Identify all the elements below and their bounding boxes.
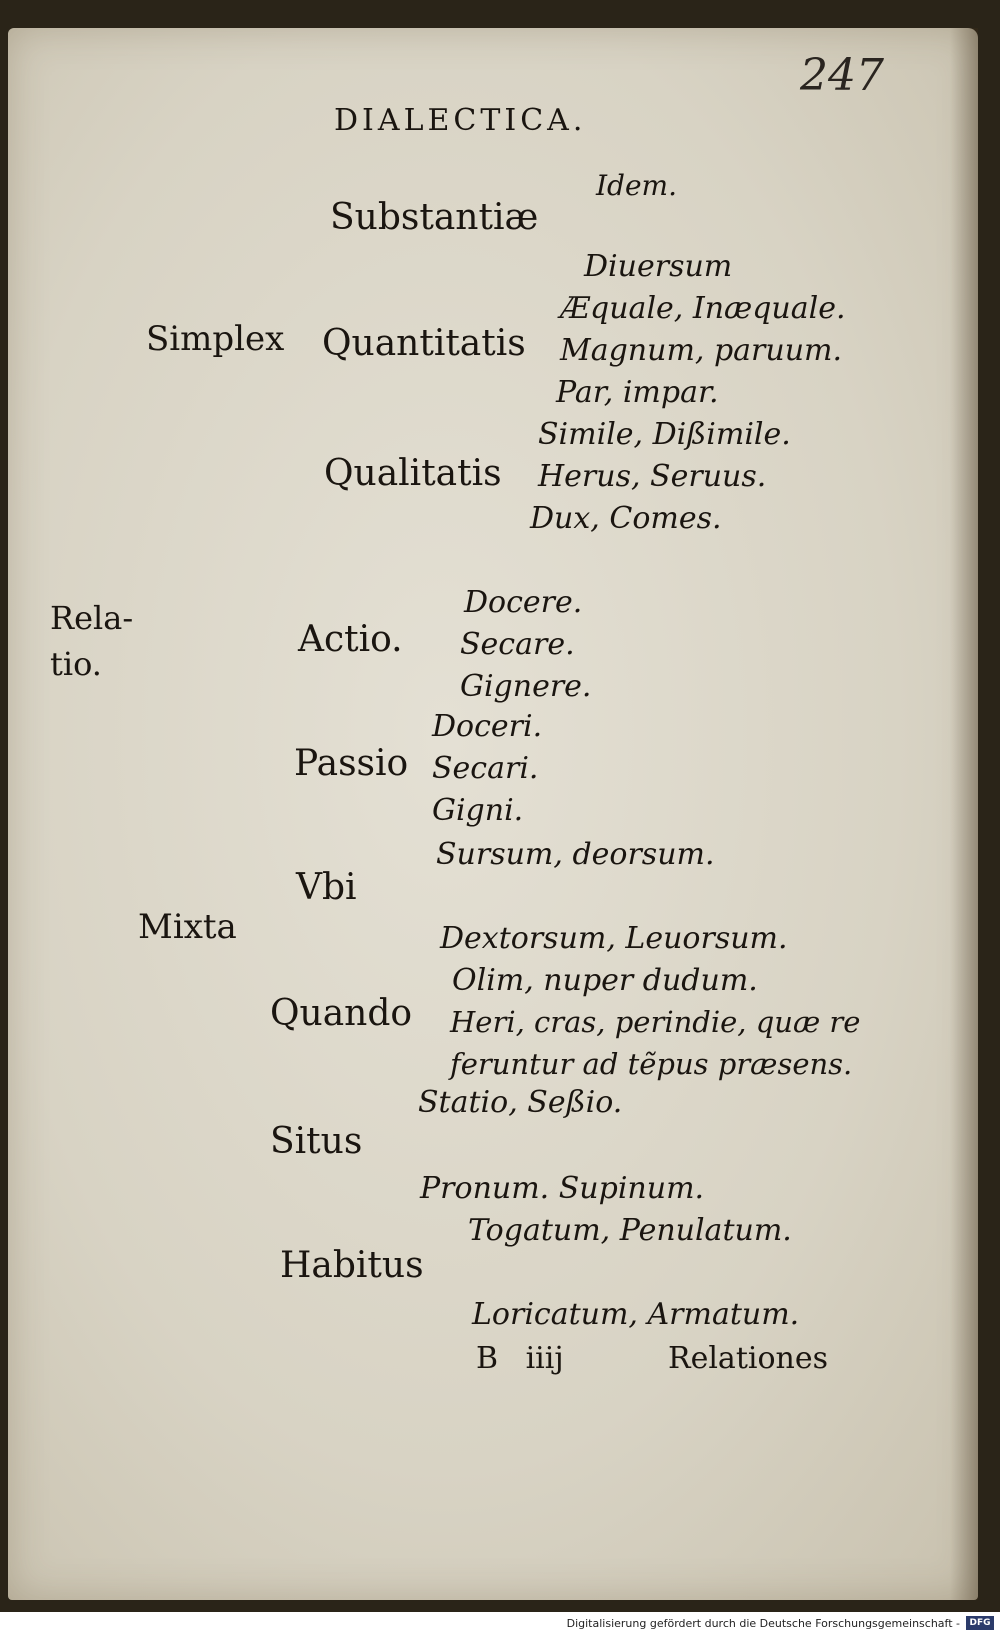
category-quando: Quando <box>270 993 413 1034</box>
example-gigni: Gigni. <box>432 793 524 828</box>
category-qualitatis: Qualitatis <box>324 453 502 494</box>
example-secari: Secari. <box>432 751 539 786</box>
example-diuersum: Diuersum <box>584 249 733 284</box>
catchword: Relationes <box>668 1341 829 1376</box>
example-magnum: Magnum, paruum. <box>560 333 843 368</box>
running-header: DIALECTICA. <box>334 103 587 138</box>
dfg-logo: DFG <box>966 1616 994 1630</box>
relatio-label-line-2: tio. <box>50 645 102 683</box>
category-substantiae: Substantiæ <box>330 197 539 238</box>
example-togatum: Togatum, Penulatum. <box>468 1213 792 1248</box>
footer-credit: Digitalisierung gefördert durch die Deutsche Forschungsgemeinschaft - <box>566 1617 960 1630</box>
page-spine-shadow <box>950 28 978 1600</box>
example-aequale: Æquale, Inæquale. <box>560 291 846 326</box>
example-simile: Simile, Dißimile. <box>538 417 791 452</box>
example-feruntur: feruntur ad tẽpus præsens. <box>450 1047 853 1081</box>
example-statio: Statio, Seßio. <box>418 1085 623 1120</box>
category-situs: Situs <box>270 1121 363 1162</box>
example-heri: Heri, cras, perindie, quæ re <box>450 1005 861 1039</box>
page-number: 247 <box>800 50 884 101</box>
example-secare: Secare. <box>460 627 575 662</box>
mixta-label: Mixta <box>138 907 237 947</box>
example-olim: Olim, nuper dudum. <box>452 963 758 998</box>
example-loricatum: Loricatum, Armatum. <box>472 1297 800 1332</box>
example-idem: Idem. <box>596 169 678 202</box>
category-passio: Passio <box>294 743 409 784</box>
relatio-label-line-1: Rela- <box>50 599 134 637</box>
category-actio: Actio. <box>298 619 403 660</box>
example-gignere: Gignere. <box>460 669 592 704</box>
example-dux: Dux, Comes. <box>530 501 722 536</box>
example-herus: Herus, Seruus. <box>538 459 767 494</box>
signature-mark: B iiij <box>476 1341 564 1376</box>
simplex-label: Simplex <box>146 319 285 359</box>
example-docere: Docere. <box>464 585 583 620</box>
category-habitus: Habitus <box>280 1245 424 1286</box>
example-doceri: Doceri. <box>432 709 543 744</box>
category-quantitatis: Quantitatis <box>322 323 526 364</box>
example-dextorsum: Dextorsum, Leuorsum. <box>440 921 788 956</box>
example-pronum: Pronum. Supinum. <box>420 1171 705 1206</box>
example-par: Par, impar. <box>556 375 719 410</box>
example-sursum: Sursum, deorsum. <box>436 837 715 872</box>
category-vbi: Vbi <box>296 867 357 908</box>
